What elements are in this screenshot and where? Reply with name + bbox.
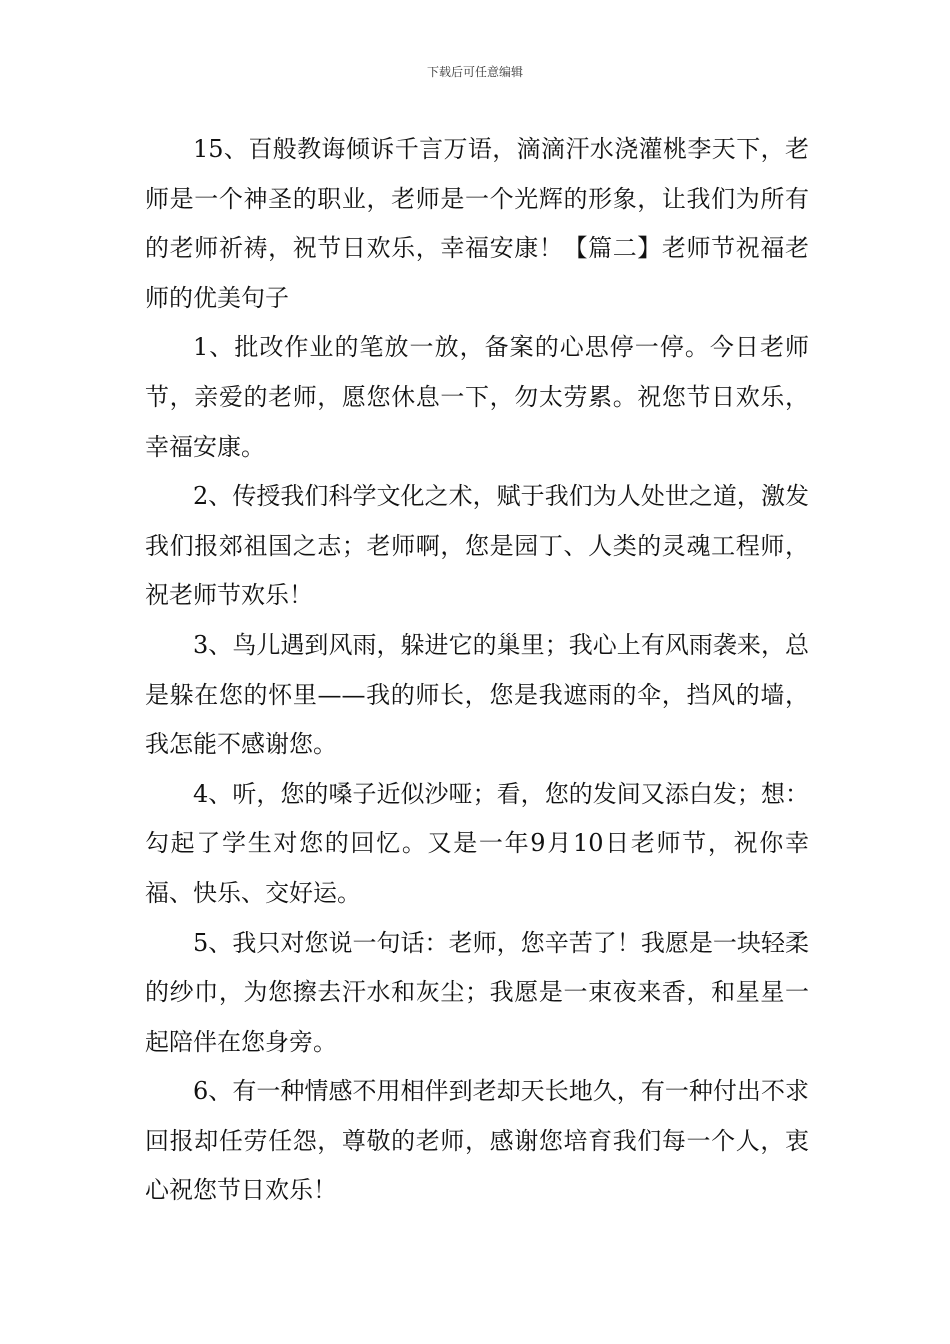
paragraph-3: 3、鸟儿遇到风雨，躲进它的巢里；我心上有风雨袭来，总是躲在您的怀里——我的师长，您是我遮雨的伞，挡风的墙，我怎能不感谢您。 <box>145 630 809 759</box>
document-body <box>145 125 809 1216</box>
paragraph-4: 4、听，您的嗓子近似沙哑；看，您的发间又添白发；想：勾起了学生对您的回忆。又是一年9月10日老师节，祝你幸福、快乐、交好运。 <box>145 779 809 907</box>
paragraph-15: 15、百般教诲倾诉千言万语，滴滴汗水浇灌桃李天下，老师是一个神圣的职业，老师是一个光辉的形象，让我们为所有的老师祈祷，祝节日欢乐，幸福安康！【篇二】老师节祝福老师的优美句子 <box>145 135 809 312</box>
paragraph-6: 6、有一种情感不用相伴到老却天长地久，有一种付出不求回报却任劳任怨，尊敬的老师，感谢您培育我们每一个人，衷心祝您节日欢乐！ <box>145 1077 809 1205</box>
paragraph-2: 2、传授我们科学文化之术，赋于我们为人处世之道，激发我们报郊祖国之志；老师啊，您是园丁、人类的灵魂工程师，祝老师节欢乐！ <box>145 482 809 610</box>
paragraph-1: 1、批改作业的笔放一放，备案的心思停一停。今日老师节，亲爱的老师，愿您休息一下，勿太劳累。祝您节日欢乐，幸福安康。 <box>145 333 809 461</box>
paragraph-5: 5、我只对您说一句话：老师，您辛苦了！我愿是一块轻柔的纱巾，为您擦去汗水和灰尘；我愿是一束夜来香，和星星一起陪伴在您身旁。 <box>145 928 809 1056</box>
page-header: 下载后可任意编辑 <box>426 65 523 79</box>
